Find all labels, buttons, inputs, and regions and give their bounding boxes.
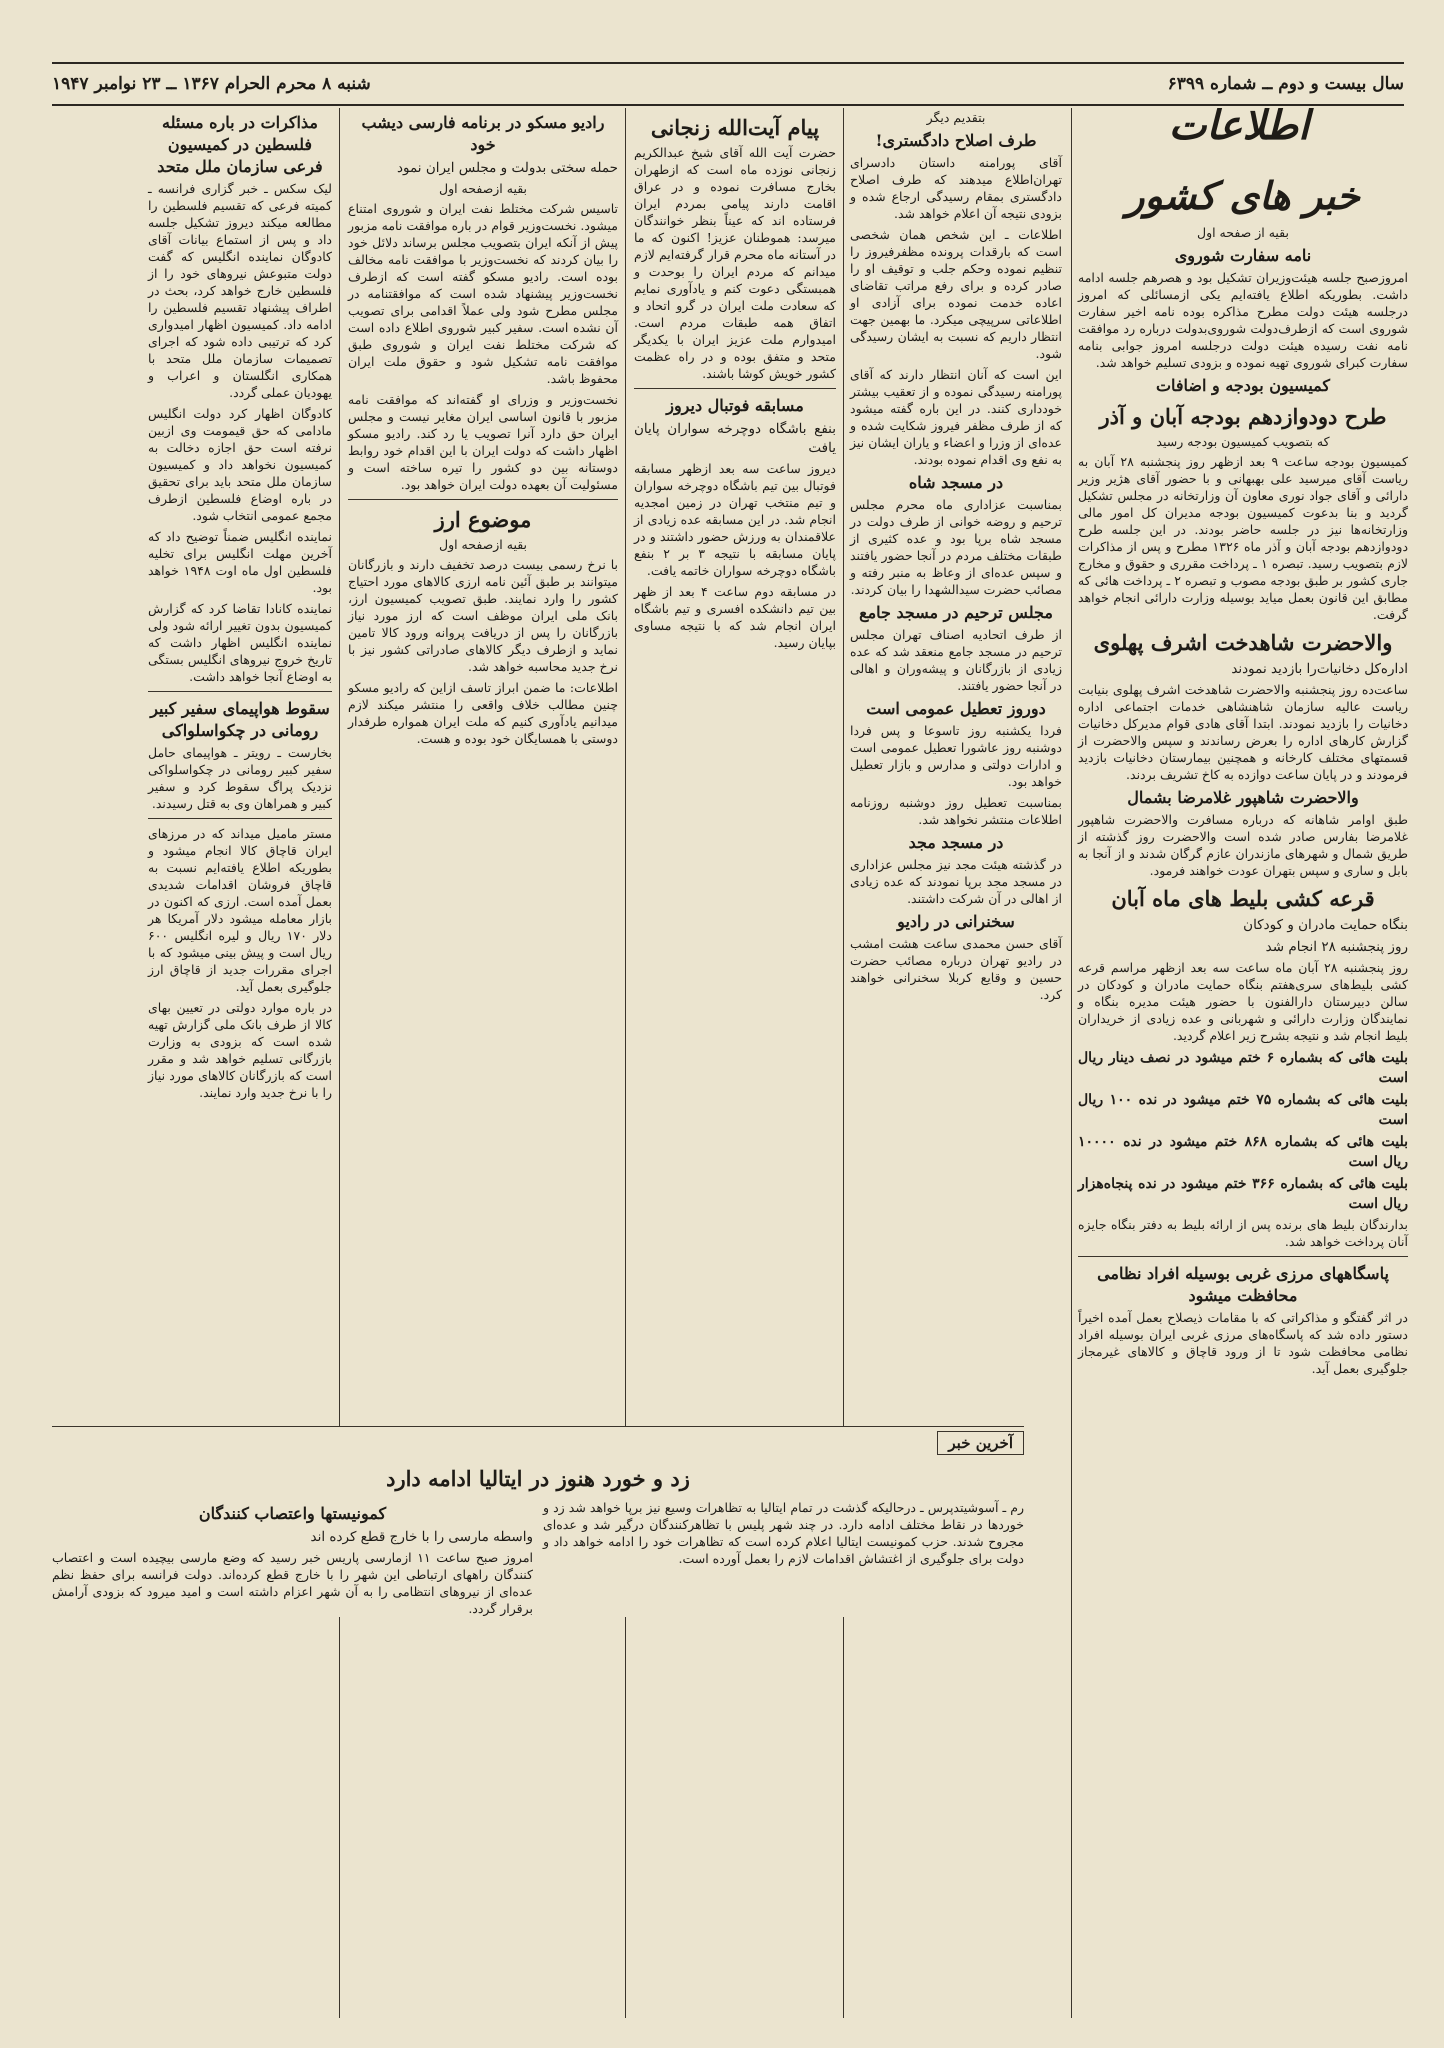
article-body: آقای حسن محمدی ساعت هشت امشب در رادیو تهران درباره مصائب حضرت حسین و وقایع کربلا سخنرانی خواهند کرد.	[850, 936, 1062, 1002]
article-body: طبق اوامر شاهانه که درباره مسافرت والاحضرت شاهپور غلامرضا بفارس صادر شده است والاحضرت روز گذشته از طریق شمال و شهرهای مازندران عازم گرگان شدند و از آنجا به بابل و ساری و سپس بتهران عودت خواهند فرمود.	[1078, 812, 1408, 878]
article-subheadline: بنگاه حمایت مادران و کودکان	[1243, 917, 1408, 933]
article-headline: رادیو مسکو در برنامه فارسی دیشب خود	[361, 113, 605, 154]
latest-news-block	[52, 1426, 1024, 1617]
lottery-result: بلیت هائی که بشماره ۳۶۶ ختم میشود در نده پنجاه‌هزار ریال است	[1078, 1176, 1408, 1212]
article-subheadline: واسطه مارسی را با خارج قطع کرده اند	[310, 1529, 533, 1545]
article-body: روز پنجشنبه ۲۸ آبان ماه ساعت سه بعد ازظهر مراسم قرعه کشی بلیط‌های سری‌هفتم بنگاه حمایت مادران و کودکان در سالن دبیرستان دارالفنون با حضور هیئت مدیره بنگاه و نمایندگان وزارت دارائی و شهربانی و عده زیادی از خریداران بلیط انجام شد و نتیجه بشرح زیر اعلام گردید.	[1078, 960, 1408, 1043]
lottery-result: بلیت هائی که بشماره ۶ ختم میشود در نصف دینار ریال است	[1078, 1050, 1408, 1086]
article-body: دیروز ساعت سه بعد ازظهر مسابقه فوتبال بین تیم باشگاه دوچرخه سواران و تیم منتخب تهران در زمین امجدیه انجام شد. در این مسابقه عده زیادی از علاقمندان به ورزش حضور داشتند و در پایان مسابقه با نتیجه ۳ بر ۲ بنفع باشگاه دوچرخه سواران خاتمه یافت.	[634, 461, 837, 578]
article-body: نماینده انگلیس ضمناً توضیح داد که آخرین مهلت انگلیس برای تخلیه فلسطین اول ماه اوت ۱۹۴۸ خواهد بود.	[148, 529, 332, 595]
article-headline-large: زد و خورد هنوز در ایتالیا ادامه دارد	[386, 1466, 690, 1491]
article-headline: مذاکرات در باره مسئله فلسطین در کمیسیون فرعی سازمان ملل متحد	[157, 113, 323, 176]
continued-note: بقیه از صفحه اول	[1196, 225, 1289, 240]
article-body: اطلاعات ـ این شخص همان شخصی است که بارقدات پرونده مظفرفیروز را تنظیم نموده وحکم جلب و توقیف او را صادر کرده و برای رفع مراتب تقاضای اعاده خدمت نموده برای آزادی او اطلاعاتی سرپیچی میکرد. ما بهمین جهت انتظار داریم که نسبت به ایشان رسیدگی شود.	[850, 227, 1062, 361]
column-two	[844, 108, 1068, 2018]
column-domestic-news	[1072, 168, 1414, 2018]
article-subheadline: بنفع باشگاه دوچرخه سواران پایان یافت	[634, 421, 836, 456]
article-headline-large: طرح دودوازدهم بودجه آبان و آذر	[1099, 404, 1387, 429]
article-body: با نرخ رسمی بیست درصد تخفیف دارند و بازرگانان میتوانند بر طبق آئین نامه ارزی کالاهای مورد احتیاج کشور را وارد نمایند. طبق تصویب کمیسیون ارز، بانک ملی ایران موظف است که ارز مورد نیاز بازرگانان را پس از دریافت پروانه ورود کالا تامین نماید و ازطرف دیگر کالاهای صادراتی کشور نیز با نرخ جدید محاسبه خواهد شد.	[348, 557, 618, 674]
column-five	[142, 108, 338, 2018]
continued-note: بقیه ازصفحه اول	[438, 537, 528, 552]
article-body: در اثر گفتگو و مذاکراتی که با مقامات ذیصلاح بعمل آمده اخیراً دستور داده شد که پاسگاه‌های مرزی غربی ایران بوسیله افراد نظامی محافظت شود تا از ورود قاچاق و کالاهای غیرمجاز جلوگیری بعمل آید.	[1078, 1310, 1408, 1376]
article-body: کادوگان اظهار کرد دولت انگلیس مادامی که حق قیمومت وی ازبین نرفته است حق اجازه دخالت به کمیسیون نخواهد داد و کمیسیون سازمان ملل متحد باید برای تحقیق در باره اوضاع فلسطین ازطرف مجمع عمومی انتخاب شود.	[148, 406, 332, 523]
newspaper-logo: اطلاعات	[1168, 102, 1310, 149]
section-title: خبر های کشور	[1126, 173, 1360, 218]
article-body: از طرف اتحادیه اصناف تهران مجلس ترحیم در مسجد جامع منعقد شد که عده زیادی از بازرگانان و پیشه‌وران و اهالی در آنجا حضور یافتند.	[850, 627, 1062, 693]
divider	[348, 499, 618, 500]
article-headline: کمونیستها واعتصاب کنندگان	[198, 1504, 387, 1523]
article-headline-large: والاحضرت شاهدخت اشرف پهلوی	[1093, 630, 1393, 655]
article-body: امروزصبح جلسه هیئت‌وزیران تشکیل بود و هصرهم جلسه ادامه داشت. بطوریکه اطلاع یافته‌ایم یکی ازمسائلی که امروز درجلسه هیئت دولت مطرح مذاکره بوده نامه اخیر سفارت شوروی است که ازطرف‌دولت شوروی‌بدولت درباره رد موافقت نامه نفت رسیده هیئت دولت درجلسه امروز جوابی بنامه سفارت کبرای شوروی تهیه نموده و بزودی تسلیم خواهد شد.	[1078, 270, 1408, 370]
article-body: مستر مامیل میداند که در مرزهای ایران قاچاق کالا انجام میشود و بطوریکه اطلاع یافته‌ایم نسبت به قاچاق فروشان اقدامات شدیدی بعمل آمده است. ارزی که اکنون در بازار معامله میشود دلار آمریکا هر دلار ۱۷۰ ریال و لیره انگلیس ۶۰۰ ریال است و پیش بینی میشود که با اجرای مقررات جدید از قاچاق ارز جلوگیری بعمل آید.	[148, 826, 332, 994]
article-body: در مسابقه دوم ساعت ۴ بعد از ظهر بین تیم دانشکده افسری و تیم باشگاه ایران انجام شد که با نتیجه مساوی بپایان رسید.	[634, 584, 837, 650]
article-body: بمناسبت عزاداری ماه محرم مجلس ترحیم و روضه خوانی از طرف دولت در مسجد شاه برپا بود و عده کثیری از طبقات مختلف مردم در آنجا حضور یافتند و سپس عده‌ای از وعاظ به منبر رفته و مصائب حضرت سیدالشهدا را بیان کردند.	[850, 497, 1062, 597]
article-body: ساعت‌ده روز پنجشنبه والاحضرت شاهدخت اشرف پهلوی بنیابت ریاست عالیه سازمان شاهنشاهی خدمات اجتماعی اداره دخانیات را بازدید نمودند. ابتدا آقای هادی قوام مدیرکل دخانیات گزارش کارهای اداره را بعرض رساندند و سپس والاحضرت از قسمتهای مختلف کارخانه و همچنین بیمارستان دخانیات بازدید فرمودند و در پایان ساعت دوازده به کاخ تشریف بردند.	[1078, 682, 1408, 782]
column-rule	[339, 108, 340, 2018]
article-body: تاسیس شرکت مختلط نفت ایران و شوروی امتناع میشود. نخست‌وزیر قوام در باره موافقت نامه مزبور پیش از آنکه ایران بتصویب مجلس برساند دلائل خود را بیان کردند که نخست‌وزیر با موافقت نامه مخالف بوده است. رادیو مسکو گفته است که ازطرف نخست‌وزیر پیشنهاد شده است که موافقتنامه در مجلس مطرح شود ولی عملاً اقدامی برای تصویب آن نشده است. سفیر کبیر شوروی اطلاع داده است که شرکت مختلط نفت ایران و شوروی طبق موافقت نامه تشکیل شود و حقوق ملت ایران محفوظ باشد.	[348, 201, 618, 386]
article-headline: مسابقه فوتبال دیروز	[666, 396, 804, 415]
article-headline-large: قرعه کشی بلیط های ماه آبان	[1111, 886, 1375, 911]
article-headline: والاحضرت شاهپور غلامرضا بشمال	[1127, 788, 1359, 807]
article-headline: طرف اصلاح دادگستری!	[875, 131, 1037, 150]
article-subheadline: اداره‌کل دخانیات‌را بازدید نمودند	[1231, 661, 1408, 677]
article-body: بمناسبت تعطیل روز دوشنبه روزنامه اطلاعات منتشر نخواهد شد.	[850, 795, 1062, 827]
article-body: در باره موارد دولتی در تعیین بهای کالا از طرف بانک ملی گزارش تهیه شده است که بزودی به وزارت بازرگانی تسلیم خواهد شد و مقرر است که بازرگانان کالاهای مورد نیاز را با نرخ جدید وارد نمایند.	[148, 1000, 332, 1100]
divider	[634, 388, 836, 389]
article-body: آقای پورامنه داستان دادسرای تهران‌اطلاع میدهند که طرف اصلاح دادگستری بمقام رسیدگی ارجاع شده و بزودی نتیجه آن اعلام خواهد شد.	[850, 155, 1062, 221]
article-headline: پاسگاههای مرزی غربی بوسیله افراد نظامی محافظت میشود	[1097, 1264, 1389, 1305]
article-body: این است که آنان انتظار دارند که آقای پورامنه رسیدگی نموده و از تعقیب بیشتر خودداری کنند. در این باره گفته میشود که از طرف مظفر فیروز شکایت شده و عده‌ای از وزرا و اعضاء و یاران ایشان نیز به نفع وی اقدام نموده بودند.	[850, 367, 1062, 467]
column-rule	[625, 108, 626, 2018]
column-three	[628, 108, 842, 2018]
article-kicker: بتقدیم دیگر	[926, 110, 986, 125]
article-body: بدارندگان بلیط های برنده پس از ارائه بلیط به دفتر بنگاه جایزه آنان پرداخت خواهد شد.	[1078, 1217, 1408, 1249]
column-four	[342, 108, 624, 2018]
article-headline: سخنرانی در رادیو	[897, 912, 1015, 931]
divider	[148, 691, 332, 692]
article-body: در گذشته هیئت مجد نیز مجلس عزاداری در مسجد مجد برپا نمودند که عده زیادی از اهالی در آن شرکت داشتند.	[850, 857, 1062, 906]
article-subheadline: که بتصویب کمیسیون بودجه رسید	[1156, 434, 1330, 449]
article-headline-large: پیام آیت‌الله زنجانی	[650, 115, 820, 140]
article-headline: در مسجد مجد	[908, 833, 1004, 852]
article-headline: سقوط هواپیمای سفیر کبیر رومانی در چکواسلواکی	[150, 699, 330, 740]
article-body: لیک سکس ـ خبر گزاری فرانسه ـ کمیته فرعی که تقسیم فلسطین را مطالعه میکند دیروز تشکیل جلسه داد و پس از استماع بیانات آقای کادوگان نماینده انگلیس که گفت دولت متبوعش نیروهای خود را از فلسطین خارج خواهد کرد، بحث در اطراف پیشنهاد تقسیم فلسطین را ادامه داد. کمیسیون اظهار امیدواری کرد که ترتیبی داده شود که اجرای تصمیمات سازمان ملل متحد با همکاری انگلستان و اعراب و یهودیان عملی گردد.	[148, 181, 332, 400]
divider	[148, 818, 332, 819]
continued-note: بقیه ازصفحه اول	[438, 181, 528, 196]
article-headline: دوروز تعطیل عمومی است	[866, 699, 1046, 718]
latest-news-body	[52, 1495, 1024, 1617]
article-headline: در مسجد شاه	[908, 473, 1004, 492]
article-body: نماینده کانادا تقاضا کرد که گزارش کمیسیون بدون تغییر ارائه شود ولی نماینده انگلیس اظهار داشت که تاریخ خروج نیروهای انگلیس بستگی به اوضاع آنجا خواهد داشت.	[148, 601, 332, 684]
lottery-result: بلیت هائی که بشماره ۸۶۸ ختم میشود در نده ۱۰۰۰۰ ریال است	[1078, 1134, 1408, 1170]
article-body: کمیسیون بودجه ساعت ۹ بعد ازظهر روز پنجشنبه ۲۸ آبان به ریاست آقای میرسید علی بهبهانی و با حضور آقای هژیر وزیر دارائی و آقای جواد نوری معاون آن وزارتخانه در مجلس تشکیل گردید و بنا بدعوت کمیسیون بودجه مدیران کل امور مالی وزارتخانه‌ها نیز در جلسه حاضر بودند. در این جلسه طرح دودوازدهم بودجه آبان و آذر ماه ۱۳۲۶ مطرح و پس از مذاکرات لازم بتصویب رسید. تبصره ۱ ـ پرداخت مقرری و حقوق و مخارج جاری کشور بر طبق بودجه مصوب و تبصره ۲ ـ پرداخت هائی که مطابق این قانون بعمل میاید بوسیله وزارت دارائی انجام خواهد گرفت.	[1078, 454, 1409, 622]
article-body: حضرت آیت الله آقای شیخ عبدالکریم زنجانی نوزده ماه است که ازطهران بخارج مسافرت نموده و در عراق اقامت دارند پیامی بمردم ایران فرستاده اند که عیناً بنظر خوانندگان میرسد: هموطنان عزیز! اکنون که ما در آستانه ماه محرم قرار گرفته‌ایم لازم میدانم که مردم ایران را بوحدت و همبستگی دعوت کنم و یادآوری نمایم که سعادت ملت ایران در گرو اتحاد و اتفاق همه طبقات مردم است. امیدوارم ملت عزیز ایران با یکدیگر متحد و متفق بوده و در راه عظمت کشور خویش کوشا باشند.	[634, 145, 836, 381]
article-subheadline: روز پنجشنبه ۲۸ انجام شد	[1265, 939, 1408, 955]
article-headline: نامه سفارت شوروی	[1174, 246, 1312, 265]
article-body: نخست‌وزیر و وزرای او گفته‌اند که موافقت نامه مزبور با قانون اساسی ایران مغایر نیست و مجلس ایران حق دارد آنرا تصویب یا رد کند. رادیو مسکو اظهار داشت که دولت ایران با این اقدام خود روابط دوستانه بین دو کشور را تیره ساخته است و مسئولیت آن بعهده دولت ایران خواهد بود.	[348, 392, 618, 492]
article-headline: کمیسیون بودجه و اضافات	[1155, 376, 1331, 395]
article-body: بخارست ـ رویتر ـ هواپیمای حامل سفیر کبیر رومانی در چکواسلواکی نزدیک پراگ سقوط کرد و سفیر کبیر و همراهان وی به قتل رسیدند.	[148, 745, 332, 811]
article-headline: مجلس ترحیم در مسجد جامع	[859, 603, 1053, 622]
article-body: امروز صبح ساعت ۱۱ ازمارسی پاریس خبر رسید که وضع مارسی بیچیده است و اعتصاب کنندگان راههای ارتباطی این شهر را با خارج قطع کرده‌اند. دولت فرانسه برای حفظ نظم عده‌ای از نیروهای انتظامی را به آن شهر اعزام داشته است و امید میرود که بزودی آرامش برقرار گردد.	[52, 1550, 533, 1616]
article-column	[52, 1499, 533, 1617]
lottery-result: بلیت هائی که بشماره ۷۵ ختم میشود در نده ۱۰۰ ریال است	[1078, 1092, 1409, 1128]
latest-news-tag: آخرین خبر	[937, 1431, 1024, 1455]
issue-number: سال بیست و دوم ــ شماره ۶۳۹۹	[1167, 74, 1404, 94]
article-body: رم ـ آسوشیتدپرس ـ درحالیکه گذشت در تمام ایتالیا به تظاهرات وسیع نیز برپا خواهد شد زد و خوردها در نقاط مختلف ادامه دارد. در چند شهر پلیس با تظاهرکنندگان درگیر شد و عده‌ای مجروح شدند. حزب کمونیست ایتالیا اعلام کرده است که تظاهرات خود را ادامه خواهد داد و دولت برای جلوگیری از اغتشاش اقدامات لازم را بعمل آورده است.	[543, 1500, 1024, 1566]
article-headline-large: موضوع ارز	[434, 507, 532, 532]
article-body: فردا یکشنبه روز تاسوعا و پس فردا دوشنبه روز عاشورا تعطیل عمومی است و ادارات دولتی و مدارس و بازار تعطیل خواهد بود.	[850, 723, 1062, 789]
divider	[1078, 1256, 1408, 1257]
issue-date: شنبه ۸ محرم الحرام ۱۳۶۷ ــ ۲۳ نوامبر ۱۹۴۷	[52, 74, 371, 94]
article-subheadline: حمله سختی بدولت و مجلس ایران نمود	[396, 160, 618, 176]
article-body: اطلاعات: ما ضمن ابراز تاسف ازاین که رادیو مسکو چنین مطالب خلاف واقعی را منتشر میکند لازم میدانیم یادآوری کنیم که ملت ایران همواره طرفدار دوستی با همسایگان خود بوده و هست.	[348, 680, 618, 746]
